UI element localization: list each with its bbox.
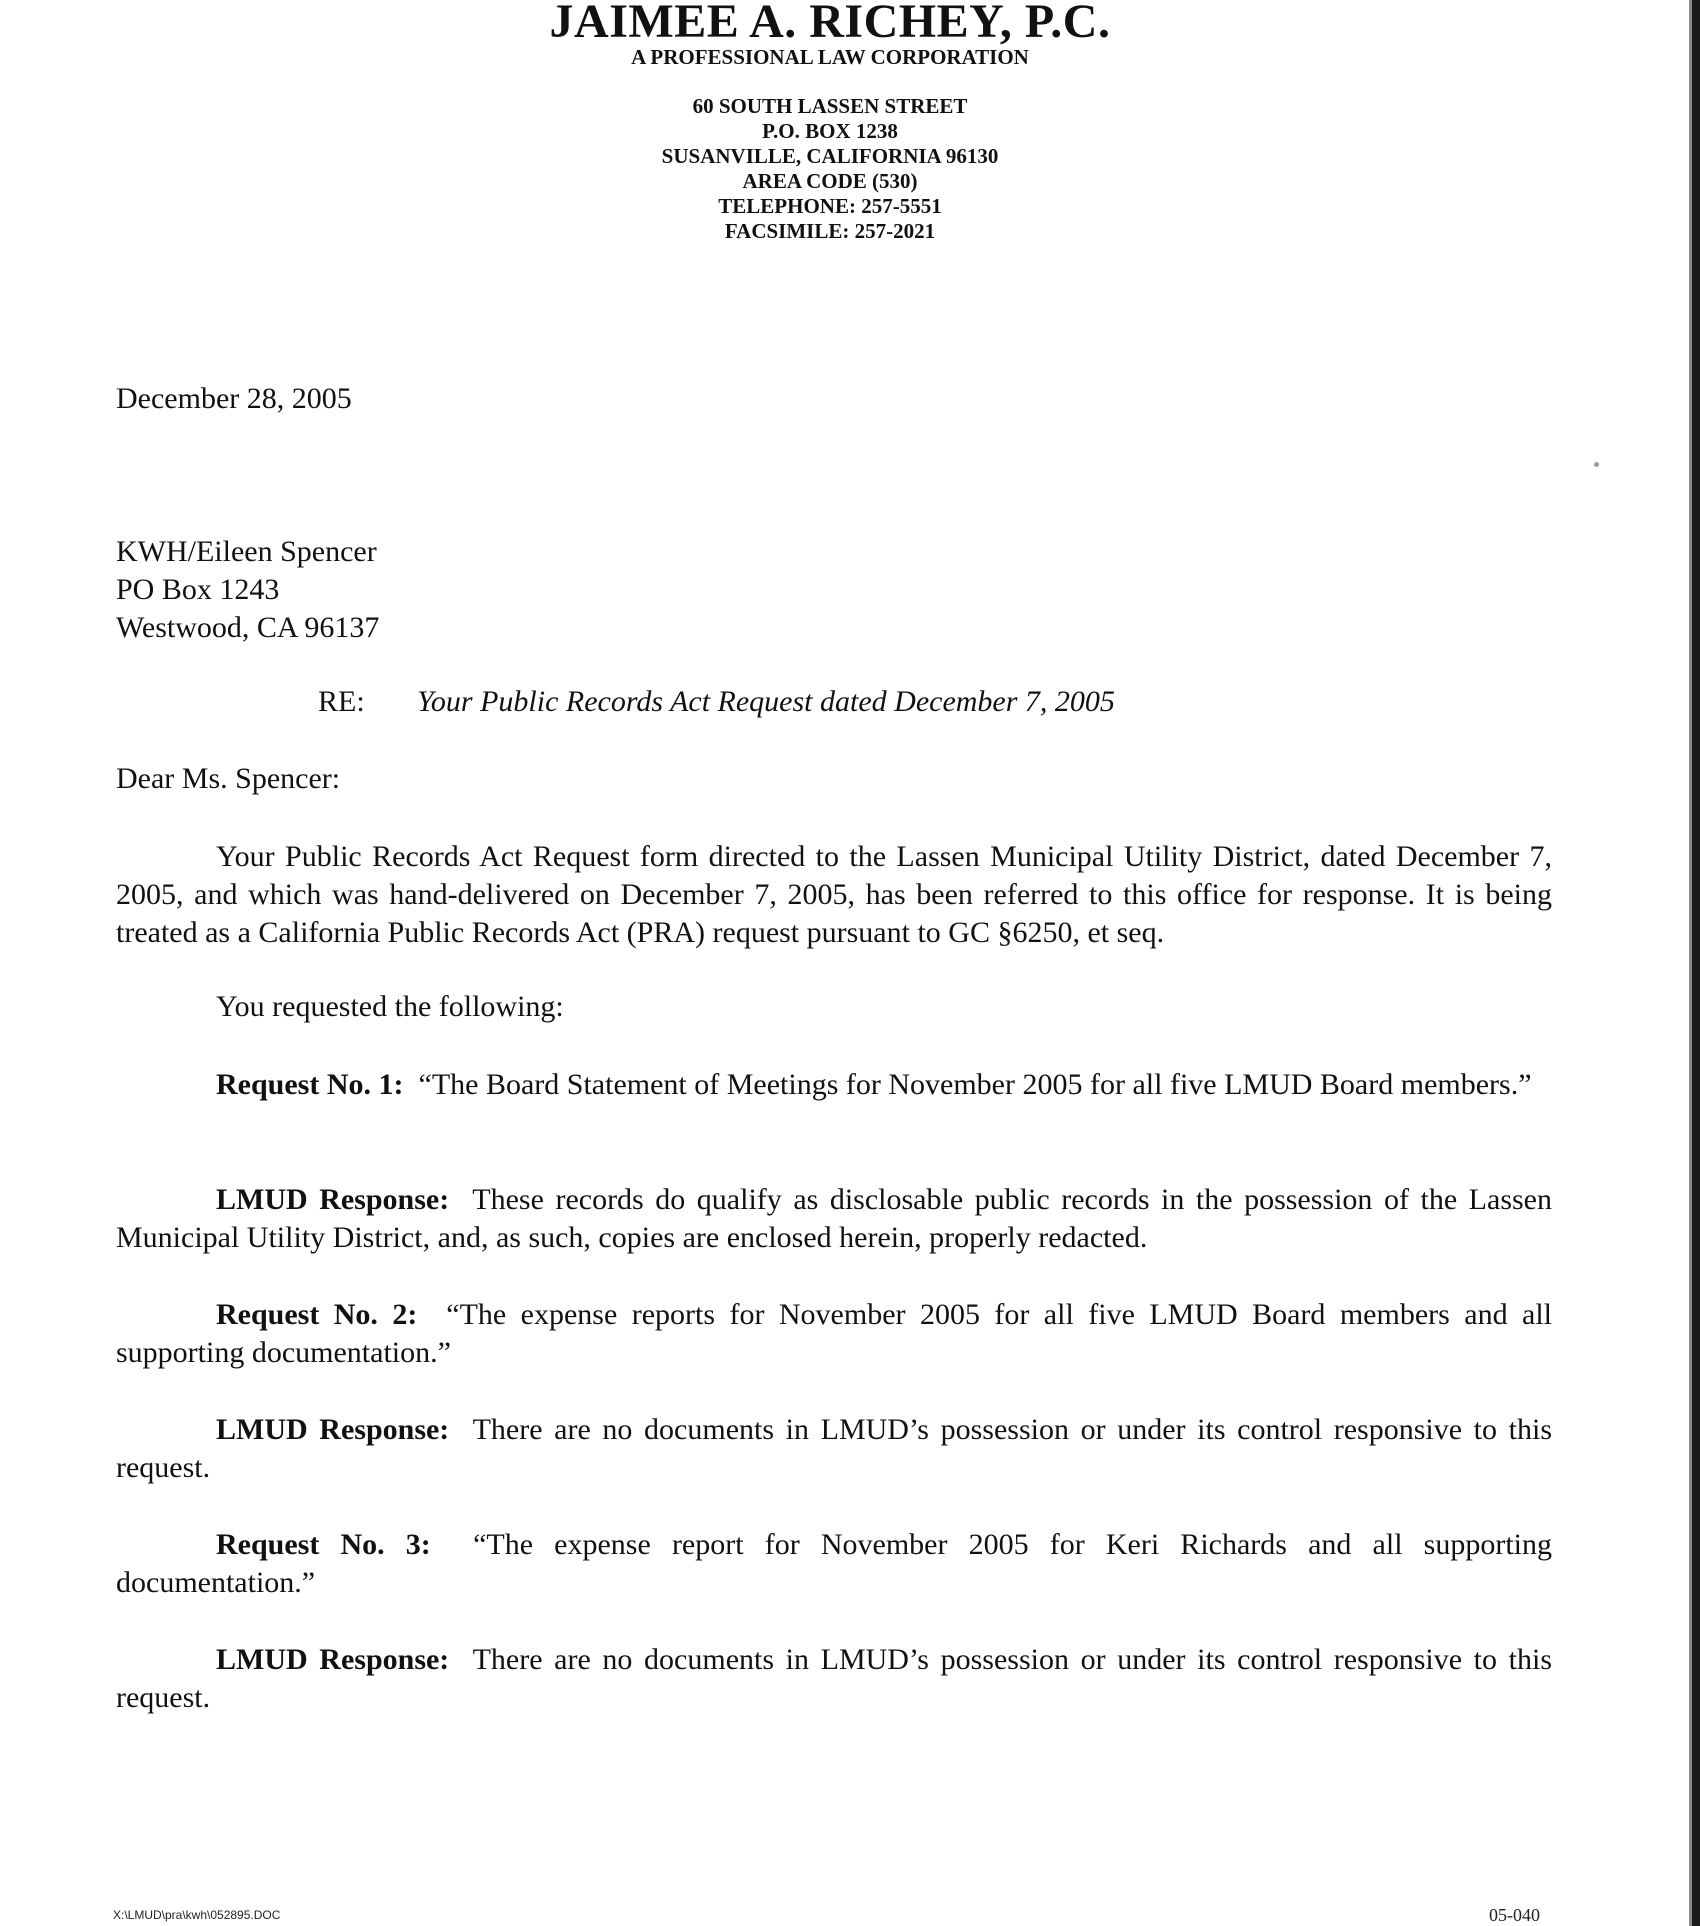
recipient-city: Westwood, CA 96137 [116,611,380,644]
request-1-text: “The Board Statement of Meetings for November 2005 for all five LMUD Board members.” [418,1068,1532,1101]
response-3-lead: LMUD Response: [216,1643,450,1676]
address-line-facsimile: FACSIMILE: 257-2021 [724,219,936,243]
request-3-text: “The expense report for November 2005 for Keri Richards and all supporting documentation.” [116,1528,1553,1599]
scan-edge-shadow [1692,0,1700,1926]
re-subject: Your Public Records Act Request dated December 7, 2005 [417,685,1115,718]
intro-paragraph: Your Public Records Act Request form directed to the Lassen Municipal Utility District, dated December 7, 2005, and which was hand-delivered on December 7, 2005, has been referred to this office for response. It is being treated as a California Public Records Act (PRA) request pursuant to GC §6250, et seq. [116,840,1552,949]
request-2-text: “The expense reports for November 2005 for all five LMUD Board members and all supporting documentation.” [116,1298,1552,1369]
response-1-text: These records do qualify as disclosable public records in the possession of the Lassen Municipal Utility District, and, as such, copies are enclosed herein, properly redacted. [116,1183,1552,1254]
address-line-area-code: AREA CODE (530) [742,169,918,193]
response-3-text: There are no documents in LMUD’s possession or under its control responsive to this request. [116,1643,1552,1714]
firm-name: JAIMEE A. RICHEY, P.C. [549,0,1111,48]
address-line-city: SUSANVILLE, CALIFORNIA 96130 [661,144,999,168]
request-1-lead: Request No. 1: [216,1068,404,1101]
response-2 [116,1411,1552,1487]
firm-subtitle: A PROFESSIONAL LAW CORPORATION [631,45,1029,69]
address-line-telephone: TELEPHONE: 257-5551 [718,194,942,218]
request-1 [116,1066,1552,1104]
scan-edge-highlight [1689,0,1692,1926]
request-3-lead: Request No. 3: [216,1528,431,1561]
address-line-street: 60 SOUTH LASSEN STREET [692,94,968,118]
response-1-lead: LMUD Response: [216,1183,450,1216]
response-1 [116,1181,1552,1257]
response-2-lead: LMUD Response: [216,1413,450,1446]
scan-speck [1594,462,1599,467]
re-label: RE: [318,685,365,718]
response-2-text: There are no documents in LMUD’s possession or under its control responsive to this request. [116,1413,1552,1484]
recipient-po-box: PO Box 1243 [116,573,280,606]
request-3 [116,1526,1552,1602]
footer-file-path: X:\LMUD\pra\kwh\052895.DOC [113,1908,281,1922]
recipient-name: KWH/Eileen Spencer [116,535,377,568]
requested-line: You requested the following: [216,990,564,1023]
footer-doc-number: 05-040 [1489,1905,1540,1925]
request-2-lead: Request No. 2: [216,1298,418,1331]
salutation: Dear Ms. Spencer: [116,762,341,795]
request-2 [116,1296,1552,1372]
letter-date: December 28, 2005 [116,382,352,415]
address-line-po-box: P.O. BOX 1238 [762,119,898,143]
response-3 [116,1641,1552,1717]
